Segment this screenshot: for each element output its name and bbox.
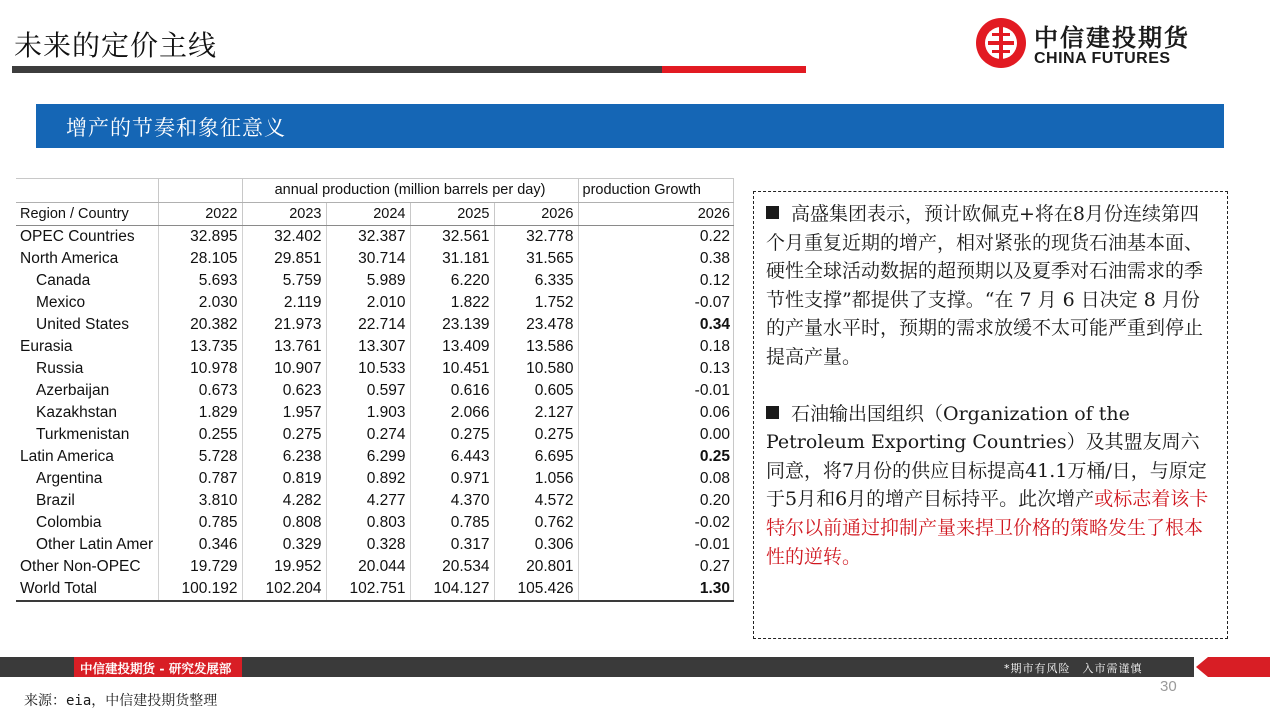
production-cell: 0.971: [410, 468, 494, 490]
column-header: 2026: [494, 202, 578, 225]
footer-risk-disclaimer: *期市有风险 入市需谨慎: [1004, 662, 1143, 675]
production-cell: 5.693: [158, 270, 242, 292]
row-label: Other Latin Amer: [16, 534, 158, 556]
growth-cell: 0.08: [699, 469, 730, 487]
company-logo: [974, 16, 1204, 72]
production-cell: 30.714: [326, 248, 410, 270]
production-cell: 20.382: [158, 314, 242, 336]
production-cell: 0.328: [326, 534, 410, 556]
production-cell: 31.565: [494, 248, 578, 270]
growth-cell: 0.20: [699, 491, 730, 509]
growth-cell: 0.27: [699, 557, 730, 575]
table-row: [16, 490, 734, 512]
table-row: [16, 512, 734, 534]
production-cell: 0.255: [158, 424, 242, 446]
production-cell: 4.572: [494, 490, 578, 512]
section-band: [36, 104, 1224, 148]
production-cell: 13.761: [242, 336, 326, 358]
note-opec-highlight: 或标志着该卡特尔以前通过抑制产量来捍卫价格的策略发生了根本性的逆转。: [766, 488, 1209, 568]
table-row: [16, 225, 734, 248]
note-goldman-text: 高盛集团表示，预计欧佩克+将在8月份连续第四个月重复近期的增产，相对紧张的现货石油基本面、硬性全球活动数据的超预期以及夏季对石油需求的季节性支撑”都提供了支撑。“在 7 月 6 日决定 8 月份的产量水平时，预期的需求放缓不太可能严重到停止提高产量。: [766, 203, 1204, 368]
production-cell: 104.127: [410, 578, 494, 601]
title-underline-red: [662, 66, 806, 73]
production-cell: 0.597: [326, 380, 410, 402]
production-cell: 0.329: [242, 534, 326, 556]
production-cell: 102.751: [326, 578, 410, 601]
production-cell: 32.778: [494, 225, 578, 248]
production-cell: 1.829: [158, 402, 242, 424]
production-cell: 6.299: [326, 446, 410, 468]
title-underline-dark: [12, 66, 662, 73]
note-opec: [766, 400, 1217, 572]
note-opec-text: 石油输出国组织（Organization of the Petroleum Exporting Countries）及其盟友周六同意，将7月份的供应目标提高41.1万桶/日，与原定于5月和6月的增产目标持平。此次增产: [766, 402, 1207, 511]
production-cell: 0.275: [494, 424, 578, 446]
production-cell: 23.139: [410, 314, 494, 336]
growth-cell: 0.13: [699, 359, 730, 377]
production-cell: 5.759: [242, 270, 326, 292]
production-cell: 0.892: [326, 468, 410, 490]
table-row: [16, 358, 734, 380]
row-label: Eurasia: [16, 336, 158, 358]
table-row: [16, 380, 734, 402]
table-group-header-row: [16, 179, 734, 202]
production-cell: 32.895: [158, 225, 242, 248]
production-cell: 2.066: [410, 402, 494, 424]
production-cell: 0.785: [410, 512, 494, 534]
page-number: 30: [1160, 678, 1177, 695]
production-cell: 105.426: [494, 578, 578, 601]
footer-department-label: 中信建投期货 - 研究发展部: [80, 661, 232, 676]
table-row: [16, 424, 734, 446]
table-row: [16, 534, 734, 556]
production-cell: 3.810: [158, 490, 242, 512]
production-cell: 32.561: [410, 225, 494, 248]
production-cell: 1.822: [410, 292, 494, 314]
production-cell: 0.616: [410, 380, 494, 402]
production-cell: 6.238: [242, 446, 326, 468]
production-cell: 0.317: [410, 534, 494, 556]
production-cell: 20.534: [410, 556, 494, 578]
column-header: 2026: [578, 202, 734, 225]
production-cell: 0.275: [410, 424, 494, 446]
table-column-header-row: [16, 202, 734, 225]
section-title: 增产的节奏和象征意义: [66, 116, 286, 140]
table-header-blank: [158, 179, 242, 202]
production-cell: 32.402: [242, 225, 326, 248]
row-label: OPEC Countries: [16, 225, 158, 248]
source-note: 来源：eia，中信建投期货整理: [24, 693, 218, 709]
production-cell: 6.443: [410, 446, 494, 468]
growth-cell: 0.22: [699, 227, 730, 245]
production-cell: 2.030: [158, 292, 242, 314]
logo-english-text: CHINA FUTURES: [1034, 50, 1171, 67]
production-cell: 5.728: [158, 446, 242, 468]
production-cell: 0.623: [242, 380, 326, 402]
production-cell: 0.762: [494, 512, 578, 534]
citic-logo-icon: [974, 16, 1028, 70]
production-cell: 10.978: [158, 358, 242, 380]
row-label: United States: [16, 314, 158, 336]
growth-group-header: production Growth: [578, 179, 734, 202]
growth-cell: -0.02: [694, 513, 730, 531]
production-cell: 13.586: [494, 336, 578, 358]
production-cell: 19.729: [158, 556, 242, 578]
production-cell: 31.181: [410, 248, 494, 270]
production-cell: 0.605: [494, 380, 578, 402]
logo-chinese-text: 中信建投期货: [1034, 24, 1190, 52]
production-cell: 6.695: [494, 446, 578, 468]
production-cell: 2.127: [494, 402, 578, 424]
growth-cell: -0.07: [694, 293, 730, 311]
production-cell: 6.335: [494, 270, 578, 292]
notes-box: [753, 191, 1228, 639]
row-label: Latin America: [16, 446, 158, 468]
table-row: [16, 468, 734, 490]
production-cell: 10.907: [242, 358, 326, 380]
production-cell: 0.346: [158, 534, 242, 556]
production-cell: 13.409: [410, 336, 494, 358]
table-row: [16, 446, 734, 468]
square-bullet-icon: [766, 406, 779, 419]
column-header: 2025: [410, 202, 494, 225]
table-row: [16, 556, 734, 578]
growth-cell: 0.00: [699, 425, 730, 443]
table-row: [16, 248, 734, 270]
production-cell: 0.673: [158, 380, 242, 402]
production-cell: 10.533: [326, 358, 410, 380]
row-label: Other Non-OPEC: [16, 556, 158, 578]
production-cell: 1.752: [494, 292, 578, 314]
production-cell: 5.989: [326, 270, 410, 292]
growth-cell: 0.25: [699, 447, 730, 465]
growth-cell: 0.06: [699, 403, 730, 421]
production-cell: 4.277: [326, 490, 410, 512]
column-header: 2023: [242, 202, 326, 225]
production-cell: 2.119: [242, 292, 326, 314]
table-row: [16, 578, 734, 601]
growth-cell: 0.34: [699, 315, 730, 333]
production-cell: 32.387: [326, 225, 410, 248]
column-header: 2024: [326, 202, 410, 225]
production-cell: 0.787: [158, 468, 242, 490]
production-cell: 0.785: [158, 512, 242, 534]
square-bullet-icon: [766, 206, 779, 219]
row-label: Azerbaijan: [16, 380, 158, 402]
row-label: North America: [16, 248, 158, 270]
row-label: Kazakhstan: [16, 402, 158, 424]
page-title: 未来的定价主线: [14, 29, 218, 62]
row-label: Brazil: [16, 490, 158, 512]
production-cell: 20.801: [494, 556, 578, 578]
production-cell: 102.204: [242, 578, 326, 601]
row-label: Russia: [16, 358, 158, 380]
growth-cell: -0.01: [694, 381, 730, 399]
column-header: 2022: [158, 202, 242, 225]
growth-cell: 0.38: [699, 249, 730, 267]
production-cell: 21.973: [242, 314, 326, 336]
production-cell: 28.105: [158, 248, 242, 270]
table-row: [16, 402, 734, 424]
row-label: Argentina: [16, 468, 158, 490]
table-row: [16, 336, 734, 358]
row-label: Turkmenistan: [16, 424, 158, 446]
production-cell: 1.903: [326, 402, 410, 424]
production-cell: 13.735: [158, 336, 242, 358]
growth-cell: -0.01: [694, 535, 730, 553]
production-cell: 10.580: [494, 358, 578, 380]
production-cell: 6.220: [410, 270, 494, 292]
production-cell: 10.451: [410, 358, 494, 380]
growth-cell: 1.30: [578, 578, 734, 601]
production-cell: 0.275: [242, 424, 326, 446]
column-header: Region / Country: [16, 202, 158, 225]
table-row: [16, 314, 734, 336]
production-cell: 23.478: [494, 314, 578, 336]
production-cell: 29.851: [242, 248, 326, 270]
table-header-blank: [16, 179, 158, 202]
production-cell: 0.306: [494, 534, 578, 556]
production-cell: 4.282: [242, 490, 326, 512]
production-table: [16, 179, 734, 602]
footer-red-tab: [1208, 657, 1270, 677]
production-cell: 22.714: [326, 314, 410, 336]
production-cell: 0.274: [326, 424, 410, 446]
row-label: Canada: [16, 270, 158, 292]
row-label: World Total: [16, 578, 158, 601]
footer-tab-notch: [1196, 657, 1208, 677]
production-cell: 0.808: [242, 512, 326, 534]
note-goldman: [766, 200, 1217, 372]
row-label: Mexico: [16, 292, 158, 314]
growth-cell: 0.12: [699, 271, 730, 289]
production-cell: 19.952: [242, 556, 326, 578]
production-cell: 1.056: [494, 468, 578, 490]
production-cell: 1.957: [242, 402, 326, 424]
production-cell: 20.044: [326, 556, 410, 578]
production-cell: 100.192: [158, 578, 242, 601]
production-cell: 0.819: [242, 468, 326, 490]
production-cell: 4.370: [410, 490, 494, 512]
production-cell: 13.307: [326, 336, 410, 358]
production-cell: 2.010: [326, 292, 410, 314]
production-group-header: annual production (million barrels per day): [242, 179, 578, 202]
production-cell: 0.803: [326, 512, 410, 534]
table-row: [16, 292, 734, 314]
table-row: [16, 270, 734, 292]
growth-cell: 0.18: [699, 337, 730, 355]
row-label: Colombia: [16, 512, 158, 534]
